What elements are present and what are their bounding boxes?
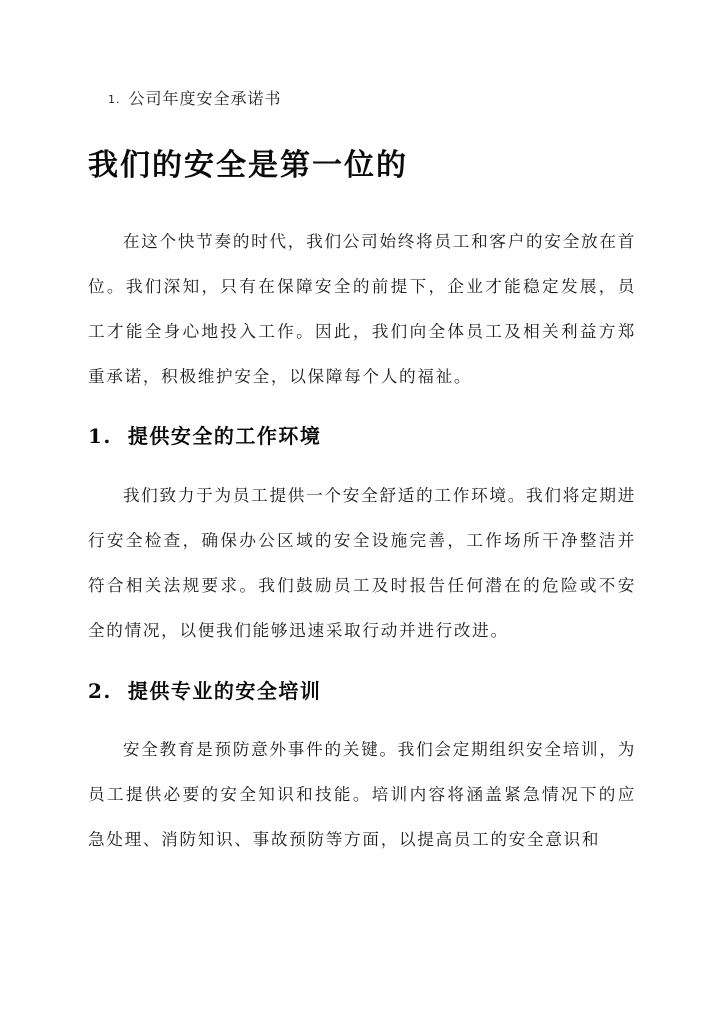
section-1-title: 提供安全的工作环境 xyxy=(127,424,322,448)
document-list-header xyxy=(108,86,282,109)
section-1-heading xyxy=(88,420,321,449)
intro-paragraph: 在这个快节奏的时代，我们公司始终将员工和客户的安全放在首位。我们深知，只有在保障安全的前提下，企业才能稳定发展，员工才能全身心地投入工作。因此，我们向全体员工及相关利益方郑重承诺，积极维护安全，以保障每个人的福祉。 xyxy=(88,232,636,386)
list-number: 1. xyxy=(108,93,121,106)
document-title: 我们的安全是第一位的 xyxy=(88,148,408,183)
list-header-text: 公司年度安全承诺书 xyxy=(128,89,282,108)
section-1-paragraph: 我们致力于为员工提供一个安全舒适的工作环境。我们将定期进行安全检查，确保办公区域的安全设施完善，工作场所干净整洁并符合相关法规要求。我们鼓励员工及时报告任何潜在的危险或不安全的情况，以便我们能够迅速采取行动并进行改进。 xyxy=(88,486,636,640)
section-2-title: 提供专业的安全培训 xyxy=(127,679,322,703)
section-1-number: 1. xyxy=(88,424,112,448)
section-2-number: 2. xyxy=(88,679,112,703)
section-2-heading xyxy=(88,675,321,704)
section-2-paragraph: 安全教育是预防意外事件的关键。我们会定期组织安全培训，为员工提供必要的安全知识和技能。培训内容将涵盖紧急情况下的应急处理、消防知识、事故预防等方面，以提高员工的安全意识和 xyxy=(88,740,636,849)
